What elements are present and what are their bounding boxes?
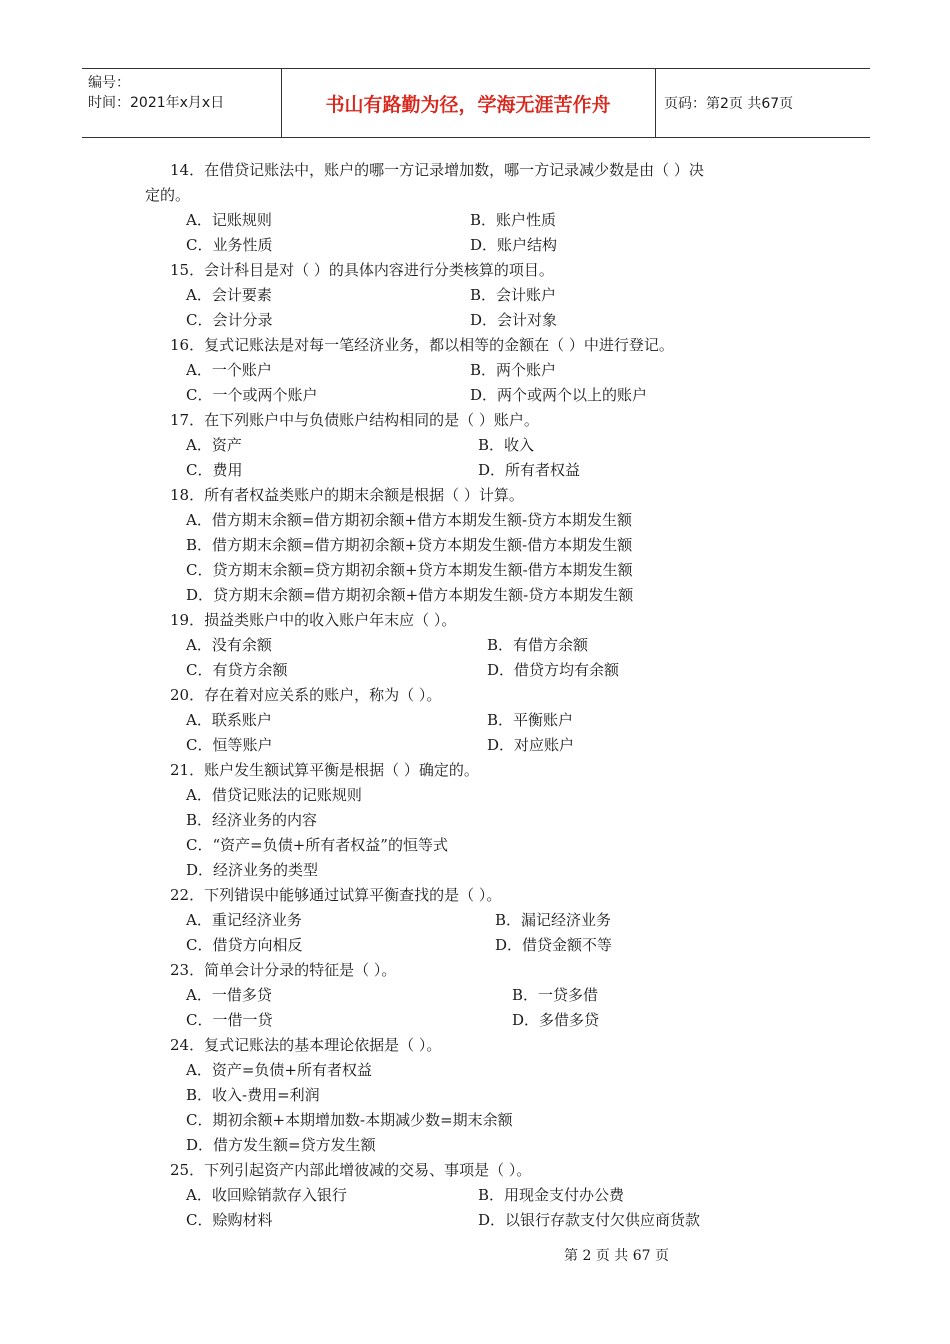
option: A．一个账户 xyxy=(186,361,272,379)
option: B．经济业务的内容 xyxy=(186,811,318,829)
option: C．费用 xyxy=(186,461,243,479)
option: A．资产=负债+所有者权益 xyxy=(186,1061,372,1079)
option: D．以银行存款支付欠供应商货款 xyxy=(478,1211,701,1229)
option: A．收回赊销款存入银行 xyxy=(186,1186,347,1204)
option: C．业务性质 xyxy=(186,236,273,254)
option: D．借贷方均有余额 xyxy=(487,661,620,679)
question-stem: 19．损益类账户中的收入账户年末应（ ）。 xyxy=(170,611,457,629)
question-stem: 17．在下列账户中与负债账户结构相同的是（ ）账户。 xyxy=(170,411,539,429)
option: A．借方期末余额=借方期初余额+借方本期发生额-贷方本期发生额 xyxy=(186,511,633,529)
option: C．有贷方余额 xyxy=(186,661,288,679)
option: B．用现金支付办公费 xyxy=(478,1186,625,1204)
option: D．贷方期末余额=借方期初余额+借方本期发生额-贷方本期发生额 xyxy=(186,586,634,604)
option: D．账户结构 xyxy=(470,236,558,254)
option: C．借贷方向相反 xyxy=(186,936,303,954)
option: A．没有余额 xyxy=(186,636,272,654)
option: C．贷方期末余额=贷方期初余额+贷方本期发生额-借方本期发生额 xyxy=(186,561,633,579)
option: A．资产 xyxy=(186,436,242,454)
option: B．漏记经济业务 xyxy=(495,911,612,929)
header-motto: 书山有路勤为径，学海无涯苦作舟 xyxy=(325,93,611,116)
question-stem: 20．存在着对应关系的账户，称为（ ）。 xyxy=(170,686,442,704)
option: B．收入 xyxy=(478,436,535,454)
question-stem: 25．下列引起资产内部此增彼减的交易、事项是（ ）。 xyxy=(170,1161,532,1179)
option: B．有借方余额 xyxy=(487,636,589,654)
option: D．借贷金额不等 xyxy=(495,936,613,954)
option: D．借方发生额=贷方发生额 xyxy=(186,1136,376,1154)
option: B．平衡账户 xyxy=(487,711,574,729)
option: D．经济业务的类型 xyxy=(186,861,319,879)
option: D．所有者权益 xyxy=(478,461,581,479)
question-stem: 16．复式记账法是对每一笔经济业务，都以相等的金额在（ ）中进行登记。 xyxy=(170,336,674,354)
footer-page-number: 第 2 页 共 67 页 xyxy=(564,1248,669,1264)
question-stem-continued: 定的。 xyxy=(145,186,191,204)
option: A．会计要素 xyxy=(186,286,272,304)
question-stem: 24．复式记账法的基本理论依据是（ ）。 xyxy=(170,1036,442,1054)
header-date-label: 时间：2021年x月x日 xyxy=(88,95,225,111)
option: C．一借一贷 xyxy=(186,1011,273,1029)
option: B．借方期末余额=借方期初余额+贷方本期发生额-借方本期发生额 xyxy=(186,536,633,554)
option: D．对应账户 xyxy=(487,736,575,754)
page-header xyxy=(82,68,870,138)
header-page-info: 页码：第2页 共67页 xyxy=(664,96,794,112)
header-number-label: 编号： xyxy=(88,75,130,91)
option: D．多借多贷 xyxy=(512,1011,600,1029)
option: C．期初余额+本期增加数-本期减少数=期末余额 xyxy=(186,1111,513,1129)
option: A．联系账户 xyxy=(186,711,272,729)
question-stem: 23．简单会计分录的特征是（ ）。 xyxy=(170,961,397,979)
option: A．记账规则 xyxy=(186,211,272,229)
question-stem: 22．下列错误中能够通过试算平衡查找的是（ ）。 xyxy=(170,886,502,904)
option: B．两个账户 xyxy=(470,361,557,379)
option: C．恒等账户 xyxy=(186,736,273,754)
option: A．借贷记账法的记账规则 xyxy=(186,786,362,804)
option: A．一借多贷 xyxy=(186,986,272,1004)
option: C．一个或两个账户 xyxy=(186,386,318,404)
option: B．账户性质 xyxy=(470,211,557,229)
question-stem: 18．所有者权益类账户的期末余额是根据（ ）计算。 xyxy=(170,486,524,504)
option: B．会计账户 xyxy=(470,286,557,304)
header-meta xyxy=(88,73,278,113)
option: C．“资产=负债+所有者权益”的恒等式 xyxy=(186,836,448,854)
header-divider xyxy=(655,69,656,137)
option: D．会计对象 xyxy=(470,311,558,329)
option: C．会计分录 xyxy=(186,311,273,329)
question-stem: 15．会计科目是对（ ）的具体内容进行分类核算的项目。 xyxy=(170,261,554,279)
option: D．两个或两个以上的账户 xyxy=(470,386,648,404)
option: C．赊购材料 xyxy=(186,1211,273,1229)
option: A．重记经济业务 xyxy=(186,911,302,929)
option: B．收入-费用=利润 xyxy=(186,1086,320,1104)
question-stem: 21．账户发生额试算平衡是根据（ ）确定的。 xyxy=(170,761,479,779)
question-stem: 14．在借贷记账法中，账户的哪一方记录增加数，哪一方记录减少数是由（ ）决 xyxy=(170,161,704,179)
option: B．一贷多借 xyxy=(512,986,599,1004)
